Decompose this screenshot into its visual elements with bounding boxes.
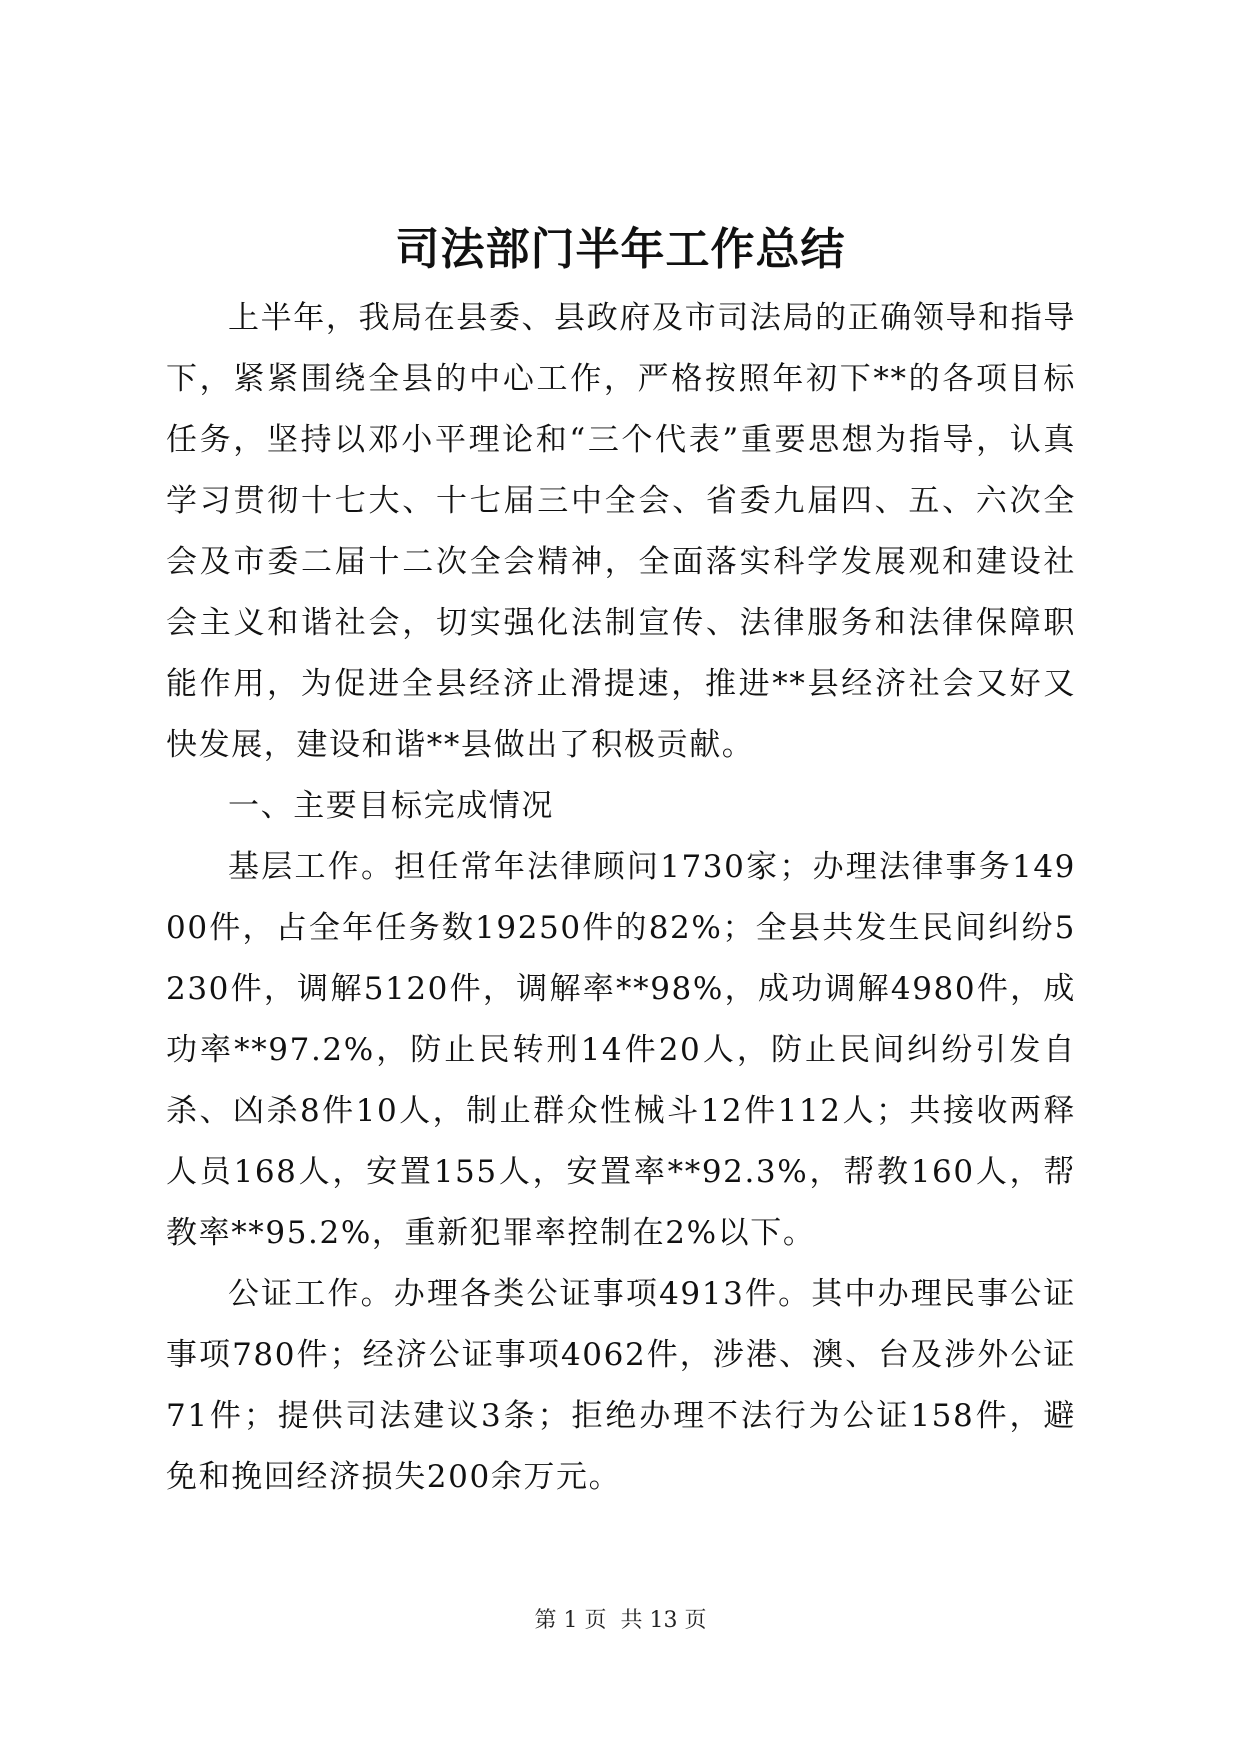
paragraph-notary-work: 公证工作。办理各类公证事项4913件。其中办理民事公证事项780件；经济公证事项4062件，涉港、澳、台及涉外公证71件；提供司法建议3条；拒绝办理不法行为公证158件，避免和挽回经济损失200余万元。 xyxy=(166,1276,1076,1495)
document-body xyxy=(166,288,1076,1508)
document-title: 司法部门半年工作总结 xyxy=(395,224,846,275)
page-footer xyxy=(0,1606,1241,1636)
paragraph-intro: 上半年，我局在县委、县政府及市司法局的正确领导和指导下，紧紧围绕全县的中心工作，严格按照年初下**的各项目标任务，坚持以邓小平理论和“三个代表”重要思想为指导，认真学习贯彻十七大、十七届三中全会、省委九届四、五、六次全会及市委二届十二次全会精神，全面落实科学发展观和建设社会主义和谐社会，切实强化法制宣传、法律服务和法律保障职能作用，为促进全县经济止滑提速，推进**县经济社会又好又快发展，建设和谐**县做出了积极贡献。 xyxy=(166,300,1077,763)
section-heading-main-targets: 一、主要目标完成情况 xyxy=(228,788,554,824)
page-number-label: 第 1 页 共 13 页 xyxy=(534,1608,707,1633)
paragraph-grassroots-work: 基层工作。担任常年法律顾问1730家；办理法律事务14900件，占全年任务数19250件的82%；全县共发生民间纠纷5230件，调解5120件，调解率**98%，成功调解4980件，成功率**97.2%，防止民转刑14件20人，防止民间纠纷引发自杀、凶杀8件10人，制止群众性械斗12件112人；共接收两释人员168人，安置155人，安置率**92.3%，帮教160人，帮教率**95.2%，重新犯罪率控制在2%以下。 xyxy=(166,849,1076,1251)
